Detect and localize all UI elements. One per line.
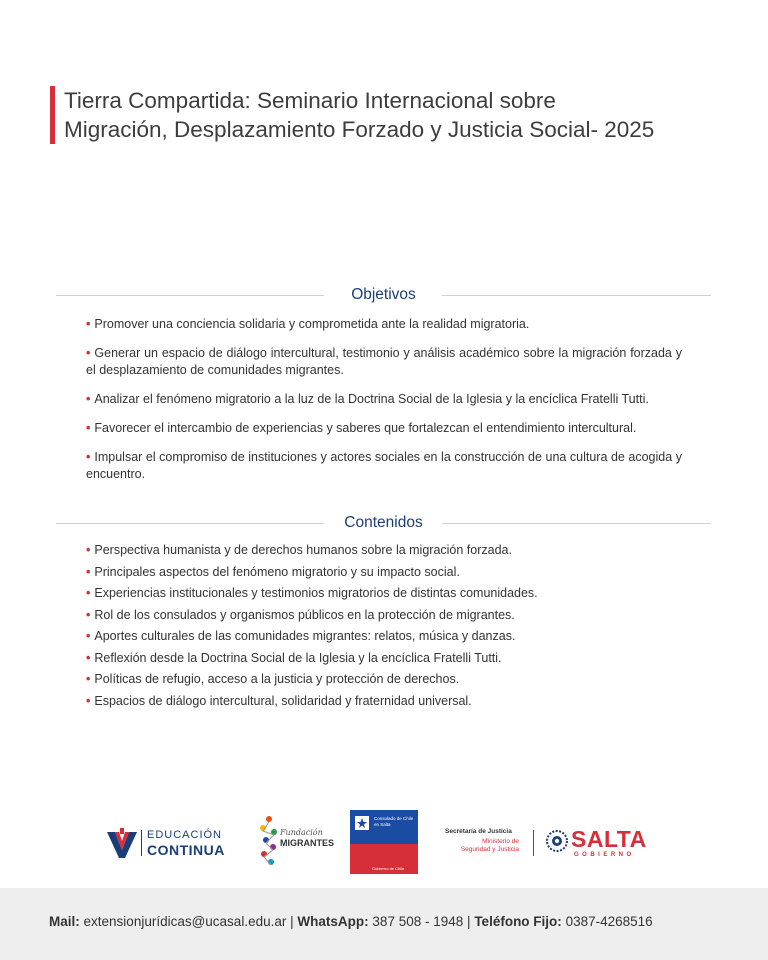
gobierno-text: GOBIERNO [574, 852, 635, 858]
contact-line [49, 914, 653, 929]
list-item: • Impulsar el compromiso de instituciones y actores sociales en la construcción de una cultura de acogida y encuentro. [86, 450, 682, 481]
list-item: • Favorecer el intercambio de experiencias y saberes que fortalezcan el entendimiento intercultural. [86, 421, 637, 435]
fundacion-migrantes-logo [258, 812, 338, 872]
people-figures-icon [258, 814, 280, 870]
whatsapp-label: WhatsApp: [297, 914, 369, 929]
continua-text: CONTINUA [147, 842, 225, 858]
bullet-icon: • [86, 586, 91, 600]
bullet-icon: • [86, 421, 91, 435]
migrantes-text: MIGRANTES [280, 838, 334, 848]
list-item: • Perspectiva humanista y de derechos humanos sobre la migración forzada. [86, 543, 512, 557]
objetivos-heading [56, 285, 711, 305]
mail-label: Mail: [49, 914, 80, 929]
bullet-icon: • [86, 607, 91, 622]
title-line-1: Tierra Compartida: Seminario Internacional sobre [64, 88, 556, 113]
bullet-icon: • [86, 543, 91, 557]
bullet-icon: • [86, 564, 91, 579]
page-title [50, 86, 754, 144]
bullet-icon: • [86, 317, 91, 331]
bullet-icon: • [86, 693, 91, 708]
ministerio-text: Ministerio de Seguridad y Justicia [460, 838, 519, 853]
contenidos-list [86, 542, 686, 714]
bullet-icon: • [86, 629, 91, 643]
consulado-text: Consulado de Chile en Salta [374, 816, 414, 827]
list-item: • Políticas de refugio, acceso a la justicia y protección de derechos. [86, 672, 460, 686]
list-item: • Rol de los consulados y organismos públicos en la protección de migrantes. [86, 607, 515, 622]
logo-divider [533, 830, 534, 856]
logo-divider [141, 830, 142, 856]
bullet-icon: • [86, 672, 91, 686]
gobierno-chile-text: Gobierno de Chile [372, 866, 405, 871]
list-item: • Experiencias institucionales y testimonios migratorios de distintas comunidades. [86, 586, 538, 600]
list-item: • Generar un espacio de diálogo intercultural, testimonio y análisis académico sobre la migración forzada y el desplazamiento de comunidades migrantes. [86, 346, 682, 377]
objetivos-title: Objetivos [351, 286, 416, 303]
list-item: • Promover una conciencia solidaria y comprometida ante la realidad migratoria. [86, 317, 530, 331]
telefono-number[interactable]: 0387-4268516 [565, 914, 653, 929]
contenidos-title: Contenidos [344, 514, 423, 531]
educacion-continua-logo [107, 826, 237, 862]
list-item: • Reflexión desde la Doctrina Social de la Iglesia y la encíclica Fratelli Tutti. [86, 650, 502, 665]
objetivos-list [86, 316, 682, 495]
secretaria-text: Secretaría de Justicia [445, 828, 512, 835]
salta-sun-icon [546, 830, 568, 852]
sponsor-logos [0, 808, 768, 876]
telefono-label: Teléfono Fijo: [474, 914, 562, 929]
title-line-2: Migración, Desplazamiento Forzado y Justicia Social- 2025 [64, 117, 655, 142]
list-item: • Analizar el fenómeno migratorio a la luz de la Doctrina Social de la Iglesia y la encíclica Fratelli Tutti. [86, 392, 649, 406]
bullet-icon: • [86, 650, 91, 665]
educacion-text: EDUCACIÓN [147, 829, 223, 841]
bullet-icon: • [86, 450, 91, 464]
separator: | [290, 914, 294, 929]
chile-coat-of-arms-icon [353, 814, 371, 834]
contact-footer [0, 888, 768, 960]
fundacion-script-text: Fundación [280, 828, 323, 837]
whatsapp-number[interactable]: 387 508 - 1948 [372, 914, 464, 929]
list-item: • Principales aspectos del fenómeno migratorio y su impacto social. [86, 564, 460, 579]
salta-text: SALTA [571, 826, 647, 852]
contenidos-heading [56, 513, 711, 533]
list-item: • Espacios de diálogo intercultural, solidaridad y fraternidad universal. [86, 693, 472, 708]
salta-gobierno-logo [546, 826, 658, 862]
separator: | [467, 914, 471, 929]
secretaria-justicia-logo [445, 826, 535, 862]
mail-address[interactable]: extensionjurídicas@ucasal.edu.ar [83, 914, 287, 929]
consulado-chile-logo [350, 810, 418, 874]
list-item: • Aportes culturales de las comunidades migrantes: relatos, música y danzas. [86, 629, 516, 643]
bullet-icon: • [86, 392, 91, 406]
bullet-icon: • [86, 346, 91, 360]
ucasal-v-icon [107, 828, 137, 858]
